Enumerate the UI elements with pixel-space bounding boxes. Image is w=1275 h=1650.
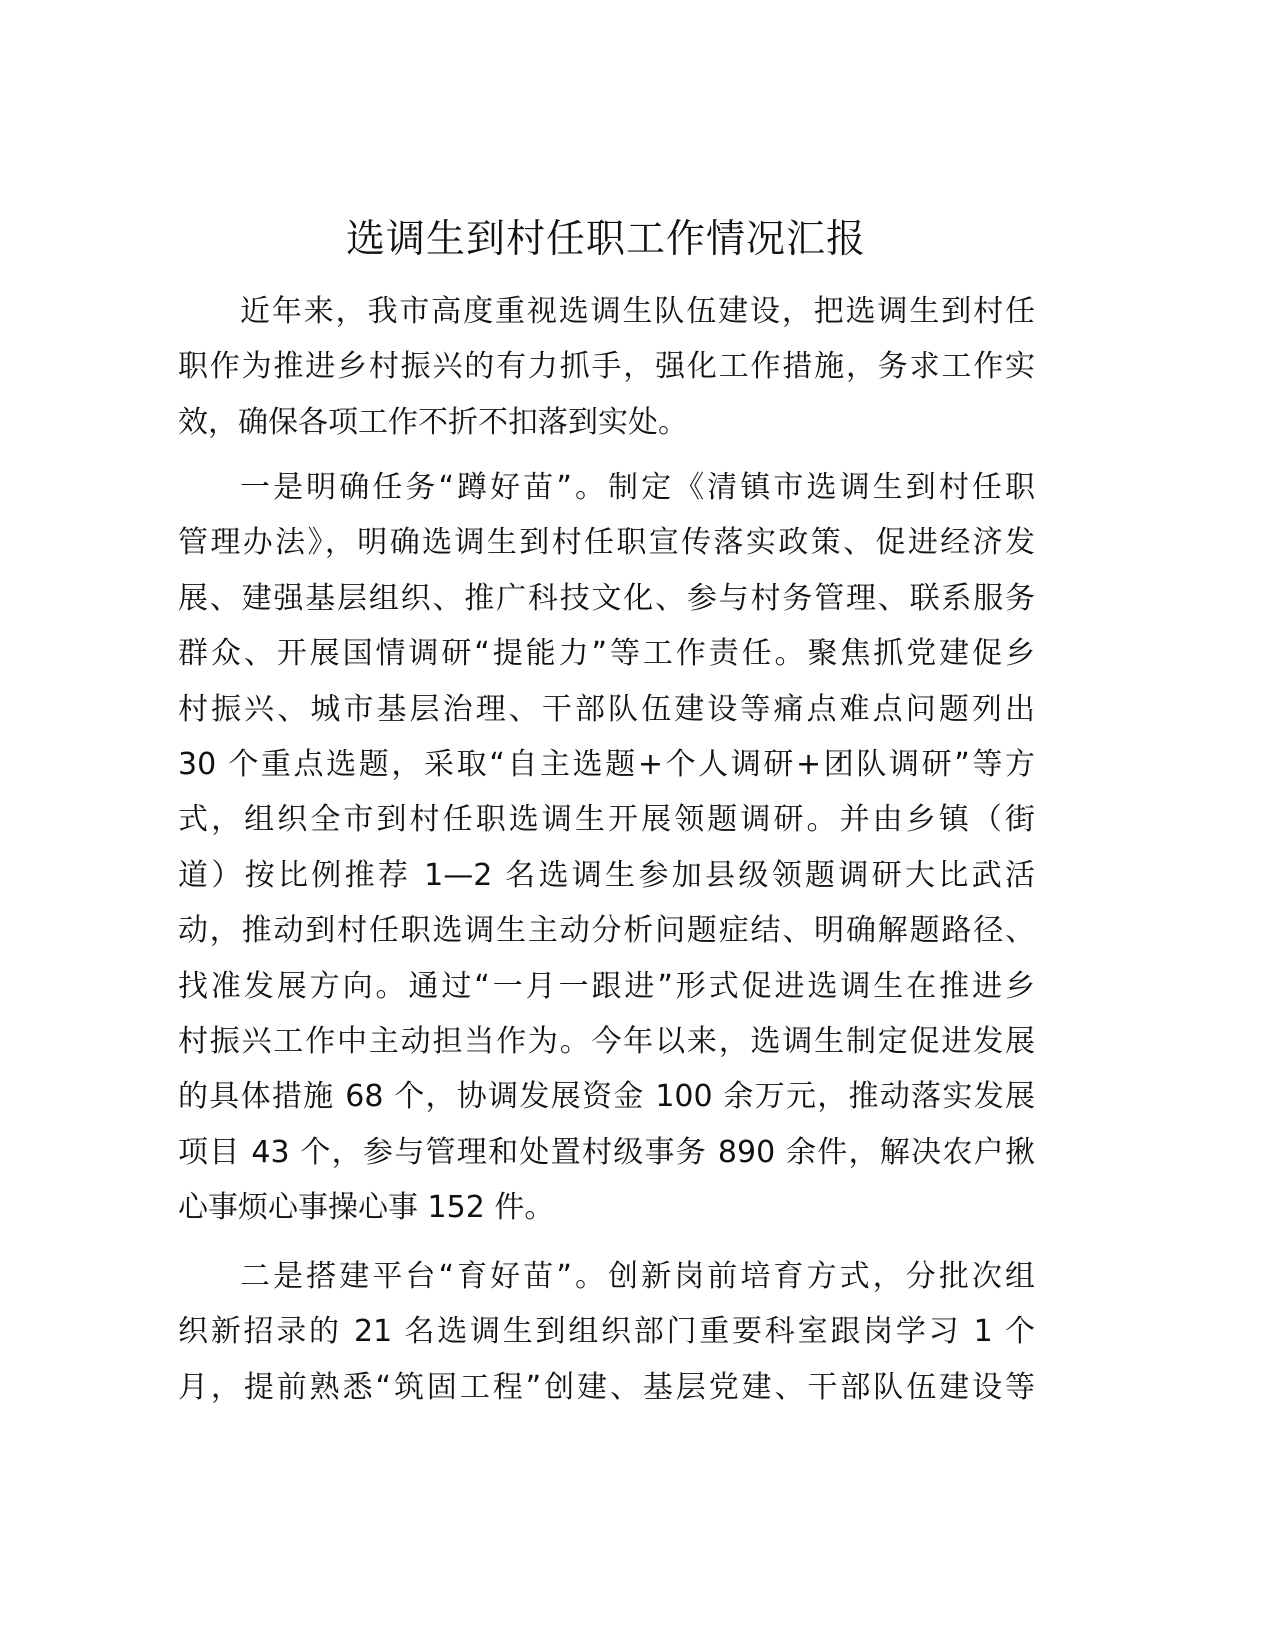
- text-line: 道）按比例推荐 1—2 名选调生参加县级领题调研大比武活: [178, 857, 1035, 893]
- text-line: 式，组织全市到村任职选调生开展领题调研。并由乡镇（街: [178, 802, 1035, 838]
- text-line: 织新招录的 21 名选调生到组织部门重要科室跟岗学习 1 个: [178, 1314, 1035, 1350]
- text-line: 找准发展方向。通过“一月一跟进”形式促进选调生在推进乡: [178, 968, 1035, 1004]
- paragraph-intro: [178, 284, 1035, 450]
- text-line: 群众、开展国情调研“提能力”等工作责任。聚焦抓党建促乡: [178, 636, 1035, 672]
- text-line: 30 个重点选题，采取“自主选题+个人调研+团队调研”等方: [178, 746, 1035, 782]
- text-line: 动，推动到村任职选调生主动分析问题症结、明确解题路径、: [178, 913, 1035, 949]
- text-line: 效，确保各项工作不折不扣落到实处。: [178, 404, 688, 440]
- text-line: 一是明确任务“蹲好苗”。制定《清镇市选调生到村任职: [240, 470, 1035, 505]
- text-line: 管理办法》，明确选调生到村任职宣传落实政策、促进经济发: [178, 525, 1035, 561]
- text-line: 职作为推进乡村振兴的有力抓手，强化工作措施，务求工作实: [178, 349, 1035, 385]
- text-line: 月，提前熟悉“筑固工程”创建、基层党建、干部队伍建设等: [178, 1369, 1035, 1405]
- text-line: 二是搭建平台“育好苗”。创新岗前培育方式，分批次组: [240, 1259, 1035, 1294]
- text-line: 的具体措施 68 个，协调发展资金 100 余万元，推动落实发展: [178, 1079, 1035, 1115]
- text-line: 村振兴、城市基层治理、干部队伍建设等痛点难点问题列出: [178, 691, 1035, 727]
- text-line: 近年来，我市高度重视选调生队伍建设，把选调生到村任: [240, 294, 1035, 329]
- text-line: 心事烦心事操心事 152 件。: [178, 1190, 555, 1226]
- text-line: 村振兴工作中主动担当作为。今年以来，选调生制定促进发展: [178, 1023, 1035, 1059]
- text-line: 展、建强基层组织、推广科技文化、参与村务管理、联系服务: [178, 580, 1035, 616]
- document-title: 选调生到村任职工作情况汇报: [345, 217, 866, 262]
- text-line: 项目 43 个，参与管理和处置村级事务 890 余件，解决农户揪: [178, 1134, 1035, 1170]
- paragraph-two: [178, 1249, 1035, 1415]
- paragraph-one: [178, 460, 1035, 1235]
